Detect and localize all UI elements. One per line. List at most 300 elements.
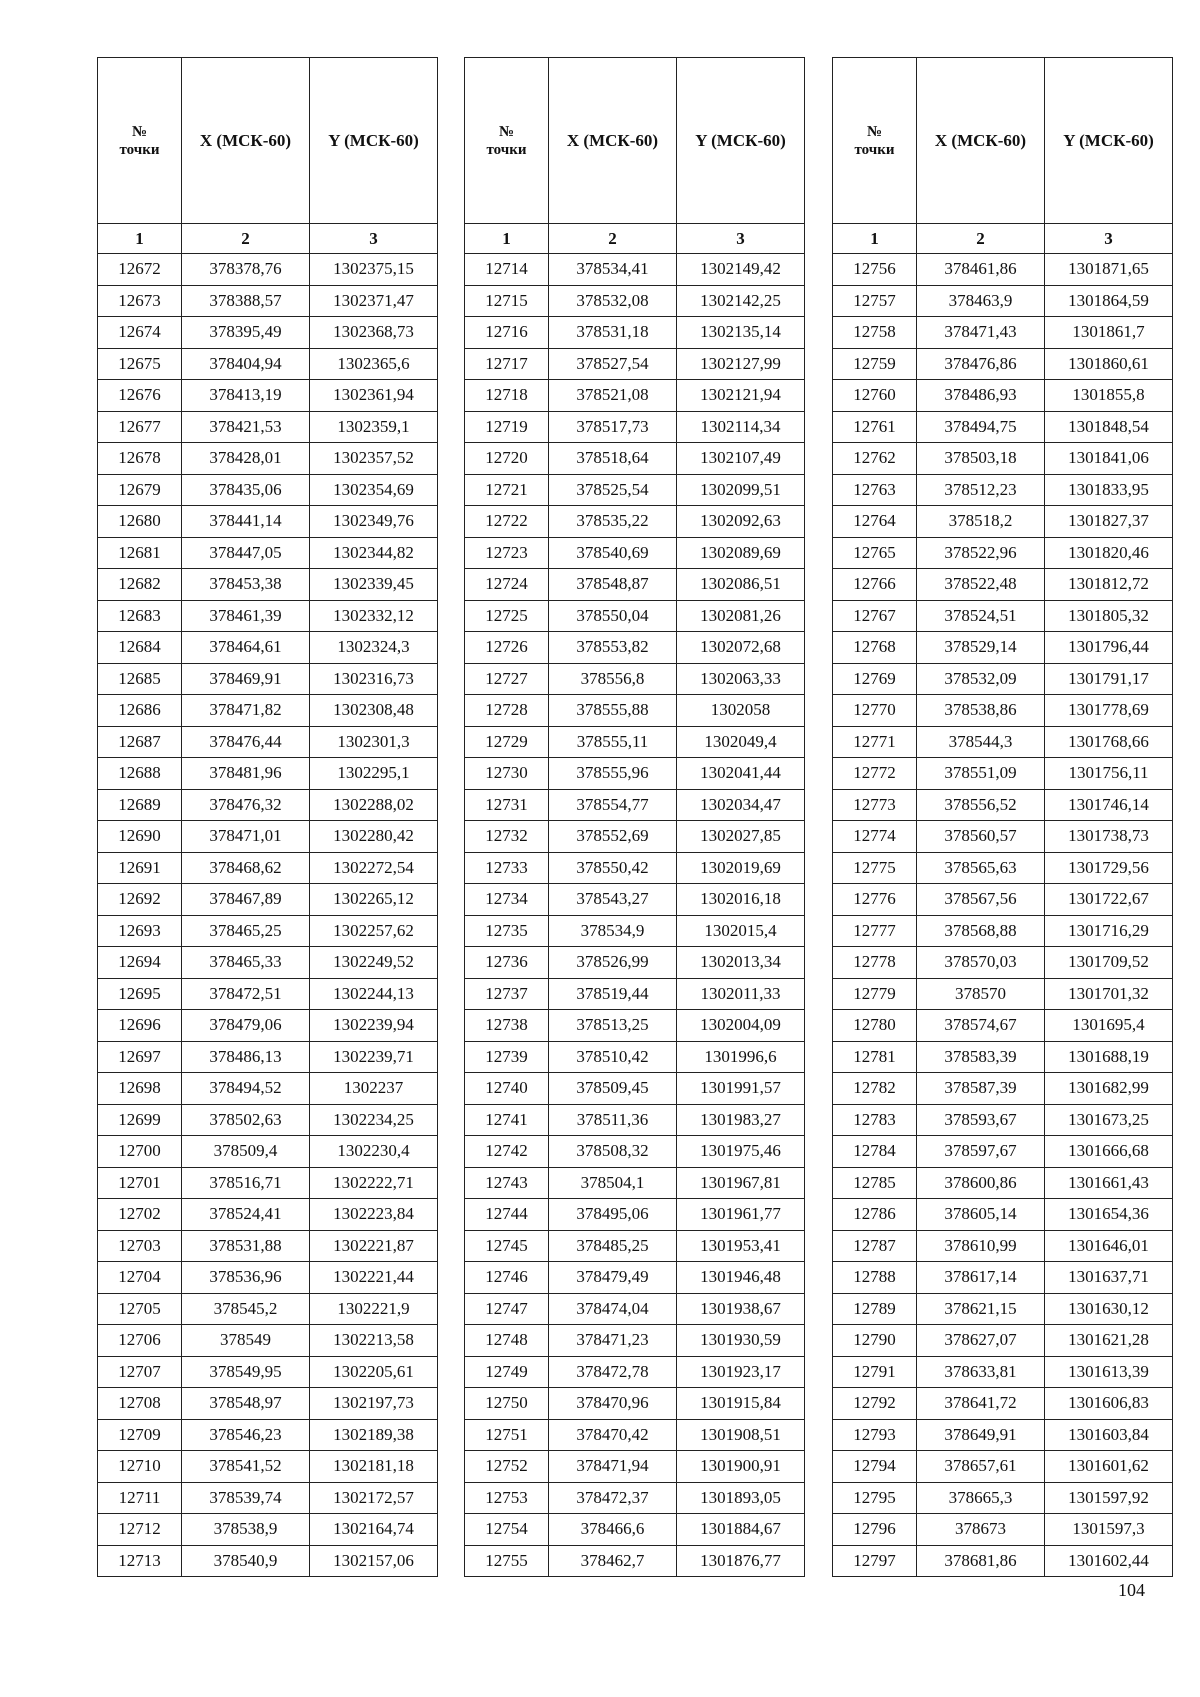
x-coordinate-cell: 378549 [182, 1325, 310, 1357]
point-number-cell: 12705 [98, 1293, 182, 1325]
table-row [465, 569, 805, 601]
x-coordinate-cell: 378441,14 [182, 506, 310, 538]
table-row [98, 1136, 438, 1168]
x-coordinate-cell: 378518,2 [917, 506, 1045, 538]
x-coordinate-cell: 378481,96 [182, 758, 310, 790]
point-number-cell: 12687 [98, 726, 182, 758]
table-row [833, 285, 1173, 317]
table-row [98, 852, 438, 884]
table-row [465, 411, 805, 443]
x-coordinate-cell: 378470,96 [549, 1388, 677, 1420]
table-row [98, 1419, 438, 1451]
y-coordinate-cell: 1302034,47 [677, 789, 805, 821]
table-row [98, 758, 438, 790]
y-coordinate-cell: 1302288,02 [310, 789, 438, 821]
y-coordinate-cell: 1301975,46 [677, 1136, 805, 1168]
y-coordinate-cell: 1302239,94 [310, 1010, 438, 1042]
table-row [98, 821, 438, 853]
point-number-cell: 12766 [833, 569, 917, 601]
y-coordinate-cell: 1301601,62 [1045, 1451, 1173, 1483]
y-coordinate-cell: 1301900,91 [677, 1451, 805, 1483]
table-row [465, 1514, 805, 1546]
point-number-cell: 12756 [833, 254, 917, 286]
x-coordinate-cell: 378556,52 [917, 789, 1045, 821]
y-coordinate-cell: 1302234,25 [310, 1104, 438, 1136]
point-number-cell: 12743 [465, 1167, 549, 1199]
x-coordinate-cell: 378494,75 [917, 411, 1045, 443]
point-number-cell: 12727 [465, 663, 549, 695]
x-coordinate-header: X (МСК-60) [917, 58, 1045, 224]
y-coordinate-cell: 1301688,19 [1045, 1041, 1173, 1073]
x-coordinate-cell: 378413,19 [182, 380, 310, 412]
point-number-cell: 12678 [98, 443, 182, 475]
y-coordinate-cell: 1302015,4 [677, 915, 805, 947]
point-number-cell: 12742 [465, 1136, 549, 1168]
point-number-cell: 12797 [833, 1545, 917, 1577]
x-coordinate-cell: 378521,08 [549, 380, 677, 412]
x-coordinate-cell: 378551,09 [917, 758, 1045, 790]
point-number-cell: 12682 [98, 569, 182, 601]
x-coordinate-cell: 378471,43 [917, 317, 1045, 349]
point-number-cell: 12673 [98, 285, 182, 317]
point-number-cell: 12692 [98, 884, 182, 916]
y-coordinate-cell: 1301930,59 [677, 1325, 805, 1357]
x-coordinate-cell: 378472,37 [549, 1482, 677, 1514]
column-number: 3 [677, 224, 805, 254]
y-coordinate-cell: 1302063,33 [677, 663, 805, 695]
table-row [465, 726, 805, 758]
point-number-header: № точки [833, 58, 917, 224]
y-coordinate-cell: 1301646,01 [1045, 1230, 1173, 1262]
x-coordinate-cell: 378555,96 [549, 758, 677, 790]
column-number: 2 [182, 224, 310, 254]
point-number-cell: 12796 [833, 1514, 917, 1546]
y-coordinate-cell: 1301848,54 [1045, 411, 1173, 443]
x-coordinate-cell: 378428,01 [182, 443, 310, 475]
y-coordinate-cell: 1302157,06 [310, 1545, 438, 1577]
point-number-cell: 12674 [98, 317, 182, 349]
x-coordinate-cell: 378641,72 [917, 1388, 1045, 1420]
table-row [833, 569, 1173, 601]
x-coordinate-cell: 378583,39 [917, 1041, 1045, 1073]
table-row [465, 380, 805, 412]
point-number-cell: 12791 [833, 1356, 917, 1388]
column-number: 3 [310, 224, 438, 254]
point-number-cell: 12694 [98, 947, 182, 979]
x-coordinate-cell: 378555,88 [549, 695, 677, 727]
table-row [833, 947, 1173, 979]
y-coordinate-cell: 1302081,26 [677, 600, 805, 632]
x-coordinate-cell: 378510,42 [549, 1041, 677, 1073]
x-coordinate-cell: 378597,67 [917, 1136, 1045, 1168]
table-row [833, 1073, 1173, 1105]
x-coordinate-cell: 378567,56 [917, 884, 1045, 916]
point-number-cell: 12748 [465, 1325, 549, 1357]
y-coordinate-cell: 1302354,69 [310, 474, 438, 506]
point-number-cell: 12716 [465, 317, 549, 349]
point-number-cell: 12744 [465, 1199, 549, 1231]
point-number-cell: 12784 [833, 1136, 917, 1168]
x-coordinate-cell: 378504,1 [549, 1167, 677, 1199]
table-row [465, 1010, 805, 1042]
point-number-cell: 12703 [98, 1230, 182, 1262]
x-coordinate-cell: 378395,49 [182, 317, 310, 349]
x-coordinate-cell: 378462,7 [549, 1545, 677, 1577]
y-coordinate-cell: 1301756,11 [1045, 758, 1173, 790]
point-number-cell: 12701 [98, 1167, 182, 1199]
y-coordinate-cell: 1301864,59 [1045, 285, 1173, 317]
x-coordinate-cell: 378494,52 [182, 1073, 310, 1105]
point-number-cell: 12762 [833, 443, 917, 475]
table-row [98, 1199, 438, 1231]
table-row [98, 537, 438, 569]
x-coordinate-cell: 378421,53 [182, 411, 310, 443]
point-number-cell: 12772 [833, 758, 917, 790]
x-coordinate-cell: 378532,08 [549, 285, 677, 317]
table-row [465, 1104, 805, 1136]
x-coordinate-cell: 378471,94 [549, 1451, 677, 1483]
y-coordinate-cell: 1302142,25 [677, 285, 805, 317]
column-number: 1 [833, 224, 917, 254]
x-coordinate-cell: 378465,25 [182, 915, 310, 947]
x-coordinate-cell: 378517,73 [549, 411, 677, 443]
point-number-header: № точки [465, 58, 549, 224]
x-coordinate-cell: 378531,18 [549, 317, 677, 349]
point-number-cell: 12749 [465, 1356, 549, 1388]
y-coordinate-cell: 1302127,99 [677, 348, 805, 380]
y-coordinate-cell: 1302349,76 [310, 506, 438, 538]
x-coordinate-cell: 378476,86 [917, 348, 1045, 380]
table-row [98, 285, 438, 317]
x-coordinate-cell: 378539,74 [182, 1482, 310, 1514]
x-coordinate-cell: 378529,14 [917, 632, 1045, 664]
x-coordinate-cell: 378474,04 [549, 1293, 677, 1325]
y-coordinate-cell: 1301666,68 [1045, 1136, 1173, 1168]
table-row [833, 1419, 1173, 1451]
y-coordinate-cell: 1301709,52 [1045, 947, 1173, 979]
point-number-cell: 12711 [98, 1482, 182, 1514]
x-coordinate-cell: 378469,91 [182, 663, 310, 695]
y-coordinate-cell: 1302308,48 [310, 695, 438, 727]
table-row [465, 1325, 805, 1357]
point-number-cell: 12698 [98, 1073, 182, 1105]
table-row [98, 317, 438, 349]
column-number: 1 [465, 224, 549, 254]
table-row [98, 1356, 438, 1388]
point-number-cell: 12730 [465, 758, 549, 790]
x-coordinate-cell: 378476,32 [182, 789, 310, 821]
x-coordinate-cell: 378610,99 [917, 1230, 1045, 1262]
table-row [465, 317, 805, 349]
x-coordinate-cell: 378486,93 [917, 380, 1045, 412]
x-coordinate-cell: 378552,69 [549, 821, 677, 853]
table-row [465, 884, 805, 916]
table-row [833, 632, 1173, 664]
table-row [98, 411, 438, 443]
point-number-cell: 12759 [833, 348, 917, 380]
table-row [465, 632, 805, 664]
point-number-cell: 12750 [465, 1388, 549, 1420]
point-number-cell: 12758 [833, 317, 917, 349]
x-coordinate-cell: 378605,14 [917, 1199, 1045, 1231]
x-coordinate-cell: 378657,61 [917, 1451, 1045, 1483]
y-coordinate-cell: 1301855,8 [1045, 380, 1173, 412]
y-coordinate-cell: 1301827,37 [1045, 506, 1173, 538]
x-coordinate-cell: 378447,05 [182, 537, 310, 569]
x-coordinate-cell: 378378,76 [182, 254, 310, 286]
point-number-cell: 12769 [833, 663, 917, 695]
point-number-cell: 12781 [833, 1041, 917, 1073]
y-coordinate-cell: 1301695,4 [1045, 1010, 1173, 1042]
x-coordinate-cell: 378476,44 [182, 726, 310, 758]
table-row [98, 884, 438, 916]
x-coordinate-cell: 378468,62 [182, 852, 310, 884]
point-number-cell: 12752 [465, 1451, 549, 1483]
point-number-cell: 12761 [833, 411, 917, 443]
table-row [98, 1293, 438, 1325]
y-coordinate-cell: 1302316,73 [310, 663, 438, 695]
point-number-cell: 12708 [98, 1388, 182, 1420]
x-coordinate-cell: 378502,63 [182, 1104, 310, 1136]
table-row [833, 1136, 1173, 1168]
table-row [833, 758, 1173, 790]
table-row [465, 1136, 805, 1168]
x-coordinate-cell: 378543,27 [549, 884, 677, 916]
point-number-cell: 12740 [465, 1073, 549, 1105]
x-coordinate-cell: 378541,52 [182, 1451, 310, 1483]
table-row [465, 789, 805, 821]
table-row [465, 600, 805, 632]
x-coordinate-cell: 378518,64 [549, 443, 677, 475]
x-coordinate-cell: 378665,3 [917, 1482, 1045, 1514]
x-coordinate-cell: 378509,4 [182, 1136, 310, 1168]
table-row [833, 663, 1173, 695]
point-number-cell: 12721 [465, 474, 549, 506]
table-row [98, 1514, 438, 1546]
point-number-cell: 12774 [833, 821, 917, 853]
y-coordinate-cell: 1301729,56 [1045, 852, 1173, 884]
point-number-cell: 12763 [833, 474, 917, 506]
x-coordinate-cell: 378681,86 [917, 1545, 1045, 1577]
table-row [833, 1482, 1173, 1514]
y-coordinate-cell: 1301637,71 [1045, 1262, 1173, 1294]
table-row [98, 1482, 438, 1514]
y-coordinate-cell: 1302092,63 [677, 506, 805, 538]
y-coordinate-cell: 1301961,77 [677, 1199, 805, 1231]
table-row [833, 348, 1173, 380]
y-coordinate-cell: 1302361,94 [310, 380, 438, 412]
point-number-cell: 12770 [833, 695, 917, 727]
point-number-cell: 12779 [833, 978, 917, 1010]
point-number-cell: 12719 [465, 411, 549, 443]
y-coordinate-cell: 1302041,44 [677, 758, 805, 790]
x-coordinate-cell: 378513,25 [549, 1010, 677, 1042]
x-coordinate-cell: 378524,41 [182, 1199, 310, 1231]
x-coordinate-cell: 378560,57 [917, 821, 1045, 853]
x-coordinate-cell: 378511,36 [549, 1104, 677, 1136]
y-coordinate-cell: 1302049,4 [677, 726, 805, 758]
y-coordinate-cell: 1301597,3 [1045, 1514, 1173, 1546]
y-coordinate-cell: 1302237 [310, 1073, 438, 1105]
table-row [465, 1199, 805, 1231]
y-coordinate-cell: 1302004,09 [677, 1010, 805, 1042]
point-number-cell: 12710 [98, 1451, 182, 1483]
y-coordinate-cell: 1301991,57 [677, 1073, 805, 1105]
table-row [833, 1262, 1173, 1294]
x-coordinate-cell: 378471,82 [182, 695, 310, 727]
point-number-cell: 12686 [98, 695, 182, 727]
y-coordinate-cell: 1302058 [677, 695, 805, 727]
x-coordinate-cell: 378453,38 [182, 569, 310, 601]
x-coordinate-cell: 378617,14 [917, 1262, 1045, 1294]
point-number-cell: 12747 [465, 1293, 549, 1325]
y-coordinate-cell: 1302222,71 [310, 1167, 438, 1199]
x-coordinate-cell: 378531,88 [182, 1230, 310, 1262]
x-coordinate-cell: 378472,51 [182, 978, 310, 1010]
x-coordinate-cell: 378570,03 [917, 947, 1045, 979]
table-row [98, 1451, 438, 1483]
x-coordinate-cell: 378470,42 [549, 1419, 677, 1451]
table-row [98, 789, 438, 821]
y-coordinate-cell: 1301996,6 [677, 1041, 805, 1073]
y-coordinate-cell: 1302149,42 [677, 254, 805, 286]
y-coordinate-cell: 1302368,73 [310, 317, 438, 349]
x-coordinate-cell: 378649,91 [917, 1419, 1045, 1451]
table-row [465, 1262, 805, 1294]
x-coordinate-cell: 378503,18 [917, 443, 1045, 475]
y-coordinate-header: Y (МСК-60) [310, 58, 438, 224]
table-row [98, 1325, 438, 1357]
table-row [465, 285, 805, 317]
table-row [98, 1104, 438, 1136]
table-row [833, 1356, 1173, 1388]
y-coordinate-cell: 1302099,51 [677, 474, 805, 506]
point-number-cell: 12760 [833, 380, 917, 412]
x-coordinate-cell: 378526,99 [549, 947, 677, 979]
y-coordinate-cell: 1301673,25 [1045, 1104, 1173, 1136]
y-coordinate-cell: 1301746,14 [1045, 789, 1173, 821]
y-coordinate-cell: 1301682,99 [1045, 1073, 1173, 1105]
point-number-cell: 12753 [465, 1482, 549, 1514]
point-number-cell: 12771 [833, 726, 917, 758]
y-coordinate-cell: 1301833,95 [1045, 474, 1173, 506]
x-coordinate-header: X (МСК-60) [182, 58, 310, 224]
point-number-cell: 12776 [833, 884, 917, 916]
table-row [465, 1041, 805, 1073]
y-coordinate-cell: 1301597,92 [1045, 1482, 1173, 1514]
y-coordinate-cell: 1301722,67 [1045, 884, 1173, 916]
table-row [465, 1388, 805, 1420]
y-coordinate-cell: 1302205,61 [310, 1356, 438, 1388]
table-row [465, 506, 805, 538]
table-row [98, 506, 438, 538]
y-coordinate-cell: 1302280,42 [310, 821, 438, 853]
y-coordinate-cell: 1301861,7 [1045, 317, 1173, 349]
table-row [98, 600, 438, 632]
point-number-cell: 12683 [98, 600, 182, 632]
table-row [833, 1167, 1173, 1199]
table-row [833, 474, 1173, 506]
table-row [98, 348, 438, 380]
x-coordinate-cell: 378534,9 [549, 915, 677, 947]
table-row [465, 978, 805, 1010]
x-coordinate-cell: 378549,95 [182, 1356, 310, 1388]
point-number-cell: 12767 [833, 600, 917, 632]
x-coordinate-cell: 378509,45 [549, 1073, 677, 1105]
table-row [833, 1199, 1173, 1231]
column-number: 2 [549, 224, 677, 254]
table-row [465, 537, 805, 569]
y-coordinate-cell: 1302244,13 [310, 978, 438, 1010]
x-coordinate-cell: 378555,11 [549, 726, 677, 758]
point-number-cell: 12720 [465, 443, 549, 475]
x-coordinate-cell: 378534,41 [549, 254, 677, 286]
point-number-cell: 12684 [98, 632, 182, 664]
y-coordinate-header: Y (МСК-60) [1045, 58, 1173, 224]
point-number-cell: 12732 [465, 821, 549, 853]
y-coordinate-cell: 1301812,72 [1045, 569, 1173, 601]
x-coordinate-cell: 378600,86 [917, 1167, 1045, 1199]
table-row [833, 411, 1173, 443]
column-number: 3 [1045, 224, 1173, 254]
point-number-cell: 12731 [465, 789, 549, 821]
x-coordinate-cell: 378574,67 [917, 1010, 1045, 1042]
x-coordinate-cell: 378525,54 [549, 474, 677, 506]
table-row [833, 726, 1173, 758]
table-row [98, 632, 438, 664]
y-coordinate-cell: 1302089,69 [677, 537, 805, 569]
point-number-cell: 12685 [98, 663, 182, 695]
table-row [833, 852, 1173, 884]
y-coordinate-cell: 1302359,1 [310, 411, 438, 443]
x-coordinate-cell: 378545,2 [182, 1293, 310, 1325]
coordinates-table-1 [97, 57, 438, 1577]
table-row [98, 380, 438, 412]
table-row [98, 1041, 438, 1073]
table-row [833, 1545, 1173, 1577]
table-row [98, 947, 438, 979]
x-coordinate-cell: 378633,81 [917, 1356, 1045, 1388]
x-coordinate-cell: 378522,96 [917, 537, 1045, 569]
y-coordinate-cell: 1302172,57 [310, 1482, 438, 1514]
x-coordinate-cell: 378472,78 [549, 1356, 677, 1388]
table-row [98, 569, 438, 601]
point-number-cell: 12757 [833, 285, 917, 317]
table-row [833, 1325, 1173, 1357]
y-coordinate-cell: 1302086,51 [677, 569, 805, 601]
point-number-cell: 12785 [833, 1167, 917, 1199]
y-coordinate-cell: 1302221,9 [310, 1293, 438, 1325]
table-row [98, 1230, 438, 1262]
y-coordinate-cell: 1301946,48 [677, 1262, 805, 1294]
point-number-cell: 12702 [98, 1199, 182, 1231]
y-coordinate-cell: 1302272,54 [310, 852, 438, 884]
y-coordinate-cell: 1302295,1 [310, 758, 438, 790]
point-number-cell: 12765 [833, 537, 917, 569]
x-coordinate-cell: 378435,06 [182, 474, 310, 506]
y-coordinate-cell: 1302013,34 [677, 947, 805, 979]
table-row [465, 758, 805, 790]
point-number-cell: 12778 [833, 947, 917, 979]
table-row [98, 1010, 438, 1042]
y-coordinate-cell: 1302107,49 [677, 443, 805, 475]
table-row [465, 1451, 805, 1483]
y-coordinate-cell: 1301661,43 [1045, 1167, 1173, 1199]
table-row [833, 1451, 1173, 1483]
point-number-header: № точки [98, 58, 182, 224]
point-number-cell: 12696 [98, 1010, 182, 1042]
x-coordinate-cell: 378464,61 [182, 632, 310, 664]
